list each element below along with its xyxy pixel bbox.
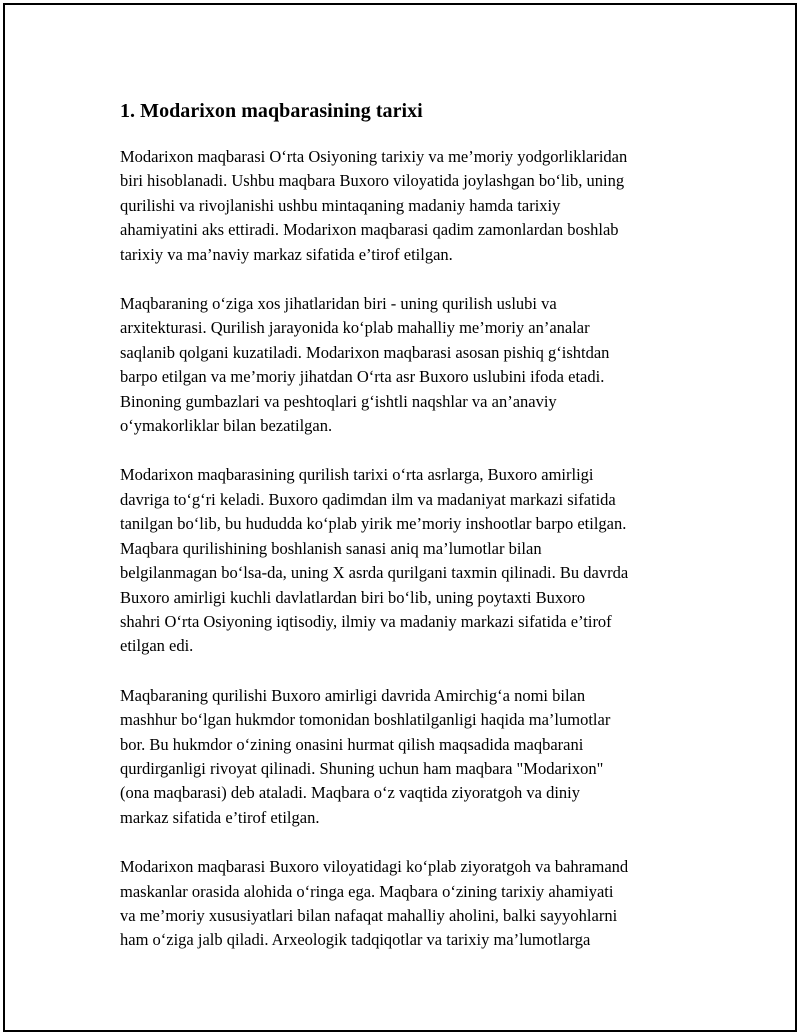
- text-line: tarixiy va ma’naviy markaz sifatida e’tirof etilgan.: [120, 244, 453, 264]
- text-line: qurilishi va rivojlanishi ushbu mintaqaning madaniy hamda tarixiy: [120, 195, 561, 215]
- text-line: markaz sifatida e’tirof etilgan.: [120, 807, 320, 827]
- text-line: Modarixon maqbarasining qurilish tarixi o‘rta asrlarga, Buxoro amirligi: [120, 465, 594, 485]
- text-line: Maqbaraning qurilishi Buxoro amirligi davrida Amirchig‘a nomi bilan: [120, 685, 586, 705]
- paragraph: [120, 684, 690, 830]
- text-line: Buxoro amirligi kuchli davlatlardan biri bo‘lib, uning poytaxti Buxoro: [120, 587, 586, 607]
- text-line: shahri O‘rta Osiyoning iqtisodiy, ilmiy va madaniy markazi sifatida e’tirof: [120, 611, 612, 631]
- text-line: qurdirganligi rivoyat qilinadi. Shuning uchun ham maqbara "Modarixon": [120, 758, 604, 778]
- text-line: maskanlar orasida alohida o‘ringa ega. Maqbara o‘zining tarixiy ahamiyati: [120, 881, 614, 901]
- text-line: mashhur bo‘lgan hukmdor tomonidan boshlatilganligi haqida ma’lumotlar: [120, 710, 611, 730]
- text-line: etilgan edi.: [120, 636, 194, 656]
- section-heading: 1. Modarixon maqbarasining tarixi: [120, 100, 423, 122]
- paragraph: [120, 855, 690, 953]
- text-line: arxitekturasi. Qurilish jarayonida ko‘plab mahalliy me’moriy an’analar: [120, 318, 590, 338]
- text-line: Modarixon maqbarasi O‘rta Osiyoning tarixiy va me’moriy yodgorliklaridan: [120, 147, 628, 166]
- text-line: bor. Bu hukmdor o‘zining onasini hurmat qilish maqsadida maqbarani: [120, 734, 584, 754]
- text-line: ahamiyatini aks ettiradi. Modarixon maqbarasi qadim zamonlardan boshlab: [120, 220, 619, 240]
- text-line: va me’moriy xususiyatlari bilan nafaqat mahalliy aholini, balki sayyohlarni: [120, 905, 618, 925]
- text-line: barpo etilgan va me’moriy jihatdan O‘rta asr Buxoro uslubini ifoda etadi.: [120, 367, 605, 387]
- text-line: davriga to‘g‘ri keladi. Buxoro qadimdan ilm va madaniyat markazi sifatida: [120, 489, 616, 509]
- paragraph: [120, 292, 690, 438]
- text-line: Binoning gumbazlari va peshtoqlari g‘ishtli naqshlar va an’anaviy: [120, 391, 557, 411]
- text-line: ham o‘ziga jalb qiladi. Arxeologik tadqiqotlar va tarixiy ma’lumotlarga: [120, 930, 591, 950]
- text-line: (ona maqbarasi) deb ataladi. Maqbara o‘z vaqtida ziyoratgoh va diniy: [120, 783, 580, 803]
- text-line: Modarixon maqbarasi Buxoro viloyatidagi ko‘plab ziyoratgoh va bahramand: [120, 857, 629, 877]
- text-line: o‘ymakorliklar bilan bezatilgan.: [120, 416, 333, 436]
- text-line: belgilanmagan bo‘lsa-da, uning X asrda qurilgani taxmin qilinadi. Bu davrda: [120, 563, 629, 583]
- document-page: [3, 3, 797, 1032]
- text-line: biri hisoblanadi. Ushbu maqbara Buxoro viloyatida joylashgan bo‘lib, uning: [120, 171, 625, 191]
- text-line: Maqbaraning o‘ziga xos jihatlaridan biri - uning qurilish uslubi va: [120, 294, 557, 314]
- paragraph: [120, 145, 690, 267]
- text-line: Maqbara qurilishining boshlanish sanasi aniq ma’lumotlar bilan: [120, 538, 542, 558]
- text-line: saqlanib qolgani kuzatiladi. Modarixon maqbarasi asosan pishiq g‘ishtdan: [120, 342, 610, 362]
- document-body: [120, 97, 690, 978]
- paragraph: [120, 463, 690, 658]
- text-line: tanilgan bo‘lib, bu hududda ko‘plab yirik me’moriy inshootlar barpo etilgan.: [120, 514, 627, 534]
